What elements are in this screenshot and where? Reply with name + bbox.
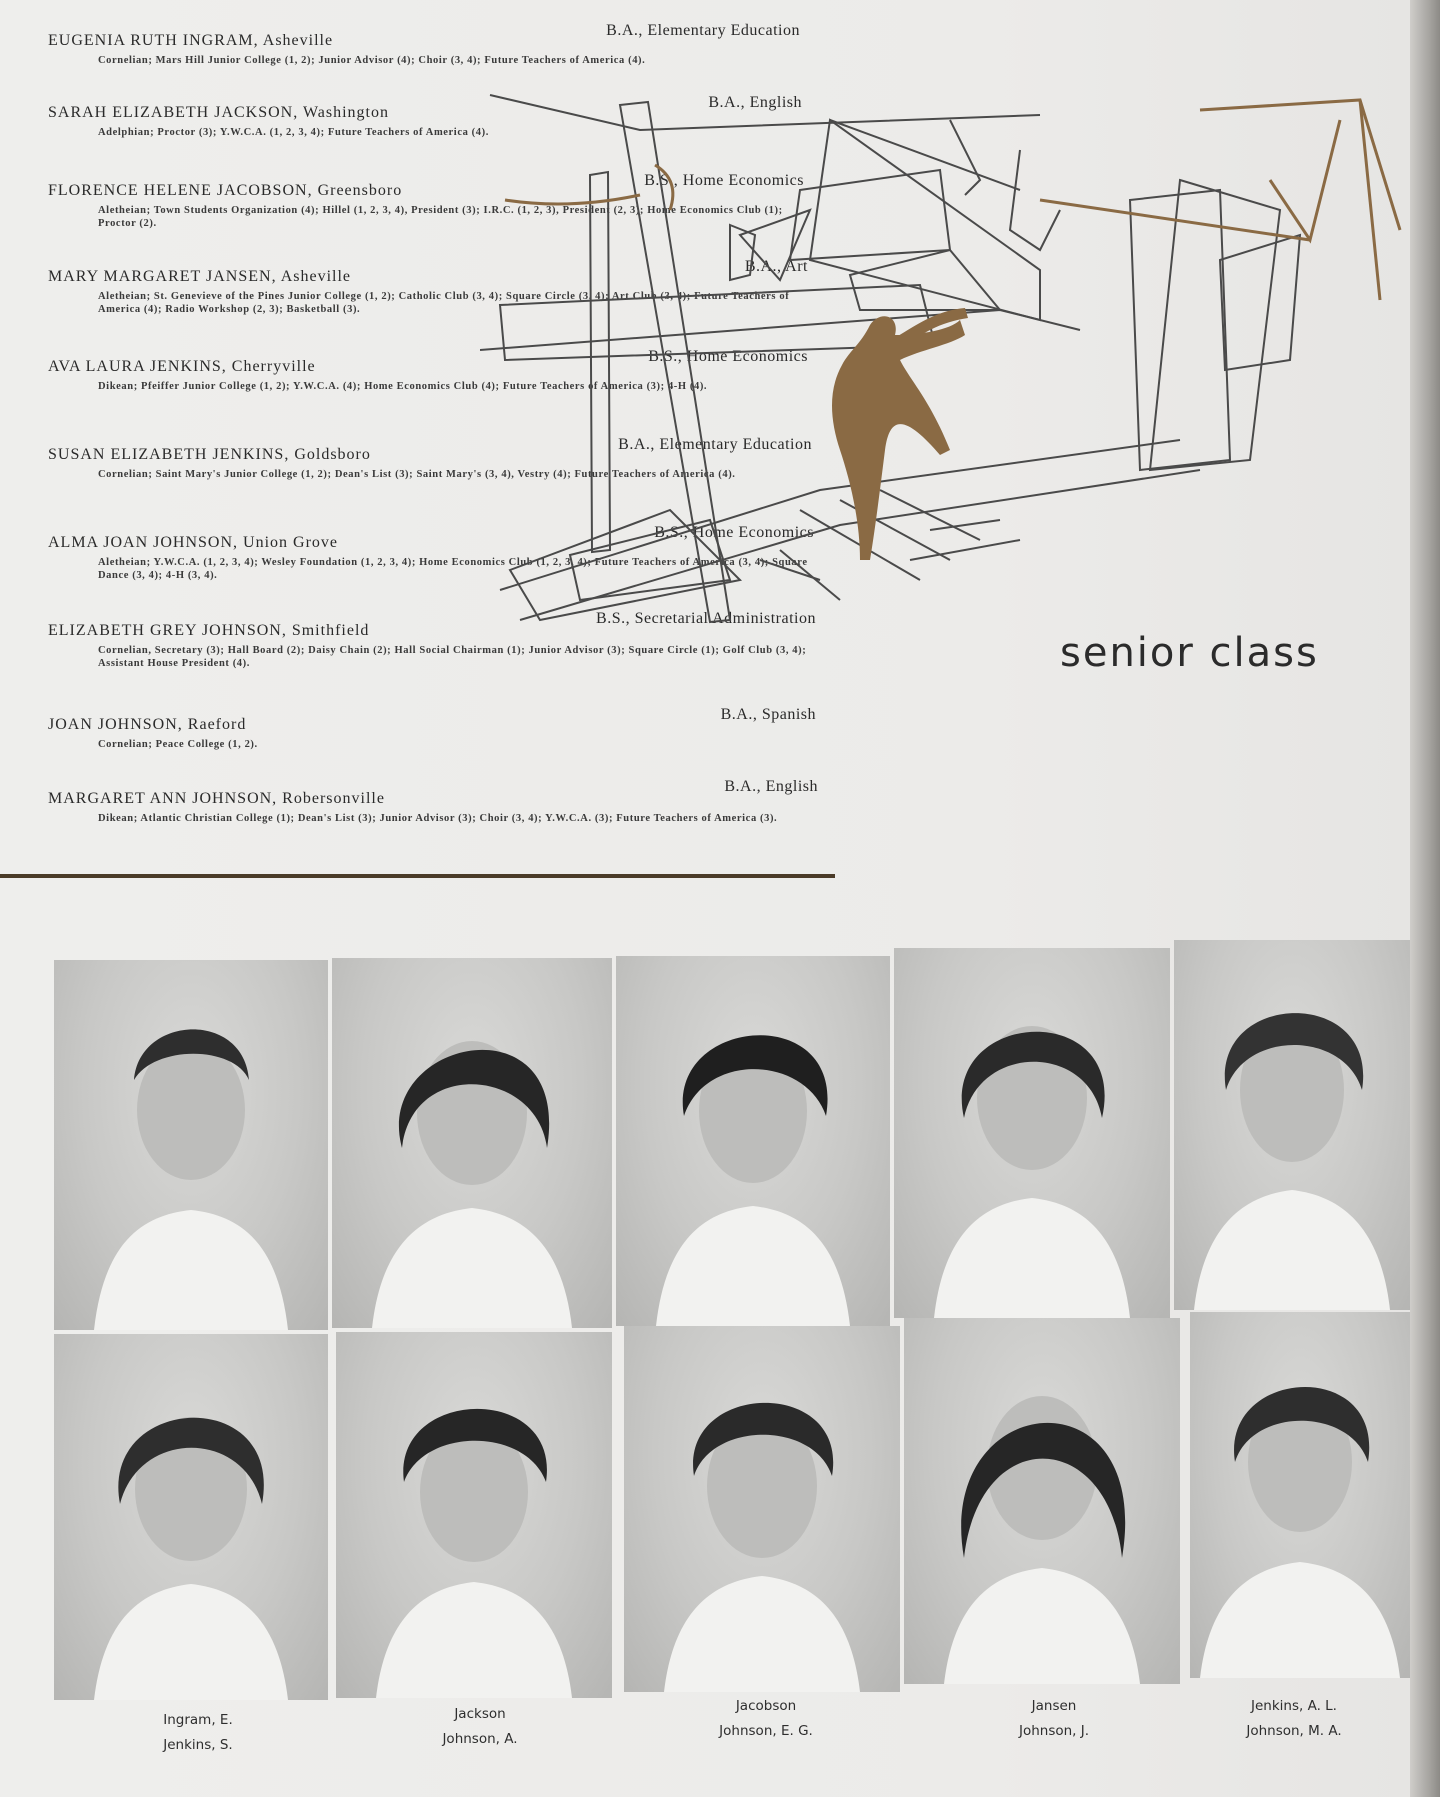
caption-column-3 bbox=[666, 1694, 866, 1744]
caption-column-1 bbox=[98, 1708, 298, 1758]
caption-column-5 bbox=[1194, 1694, 1394, 1744]
entry-activities: Adelphian; Proctor (3); Y.W.C.A. (1, 2, 3, 4); Future Teachers of America (4). bbox=[98, 127, 489, 138]
entry-name: FLORENCE HELENE JACOBSON, Greensboro bbox=[48, 182, 403, 199]
entry-activities: Cornelian; Saint Mary's Junior College (1, 2); Dean's List (3); Saint Mary's (3, 4), Vestry (4); Future Teachers of America (4). bbox=[98, 469, 736, 480]
entry-name: AVA LAURA JENKINS, Cherryville bbox=[48, 358, 316, 375]
portrait-photo bbox=[1190, 1312, 1410, 1678]
book-binding-edge bbox=[1410, 0, 1440, 1797]
portrait-photo bbox=[894, 948, 1170, 1318]
portrait-silhouette bbox=[894, 948, 1170, 1318]
entry-activities: Dikean; Pfeiffer Junior College (1, 2); Y.W.C.A. (4); Home Economics Club (4); Future Teachers of America (3); 4-H (4). bbox=[98, 381, 708, 392]
caption-top: Jacobson bbox=[735, 1698, 797, 1714]
portrait-silhouette bbox=[616, 956, 890, 1326]
entry-degree: B.S., Home Economics bbox=[648, 348, 808, 365]
modernist-illustration bbox=[480, 60, 1410, 660]
entry-degree: B.A., English bbox=[708, 94, 802, 111]
entry-name: SARAH ELIZABETH JACKSON, Washington bbox=[48, 104, 389, 121]
caption-bottom: Johnson, J. bbox=[1018, 1723, 1090, 1739]
entry-degree: B.A., Elementary Education bbox=[606, 22, 800, 39]
entry-activities: Aletheian; Town Students Organization (4); Hillel (1, 2, 3, 4), President (3); I.R.C. (1, 2, 3), President (2, 3); Home Economics Club (1); Proctor (2). bbox=[98, 205, 783, 229]
section-divider bbox=[0, 874, 835, 878]
section-title: senior class bbox=[1060, 630, 1319, 676]
entry-name: JOAN JOHNSON, Raeford bbox=[48, 716, 247, 733]
entry-degree: B.A., Elementary Education bbox=[618, 436, 812, 453]
portrait-silhouette bbox=[1190, 1312, 1410, 1678]
portrait-photo bbox=[904, 1318, 1180, 1684]
entry-activities: Aletheian; St. Genevieve of the Pines Junior College (1, 2); Catholic Club (3, 4); Square Circle (3, 4); Art Club (3, 4); Future Teachers of America (4); Radio Workshop (2, 3); Basketball (3). bbox=[98, 291, 790, 315]
portrait-silhouette bbox=[336, 1332, 612, 1698]
caption-column-2 bbox=[380, 1702, 580, 1752]
entry-degree: B.A., English bbox=[724, 778, 818, 795]
entry-degree: B.A., Art bbox=[744, 258, 808, 275]
portrait-silhouette bbox=[54, 1334, 328, 1700]
caption-column-4 bbox=[954, 1694, 1154, 1744]
entry-degree: B.S., Home Economics bbox=[654, 524, 814, 541]
entry-name: EUGENIA RUTH INGRAM, Asheville bbox=[48, 32, 334, 49]
entry-activities: Aletheian; Y.W.C.A. (1, 2, 3, 4); Wesley Foundation (1, 2, 3, 4); Home Economics Club (1, 2, 3, 4); Future Teachers of America (3, 4); Square Dance (3, 4); 4-H (3, 4). bbox=[98, 557, 808, 581]
entry-activities: Cornelian; Peace College (1, 2). bbox=[98, 739, 258, 750]
caption-bottom: Johnson, A. bbox=[442, 1731, 518, 1747]
caption-bottom: Johnson, E. G. bbox=[719, 1723, 813, 1739]
entry-name: ALMA JOAN JOHNSON, Union Grove bbox=[48, 534, 338, 551]
caption-top: Jenkins, A. L. bbox=[1251, 1698, 1337, 1714]
entry-activities: Dikean; Atlantic Christian College (1); Dean's List (3); Junior Advisor (3); Choir (3, 4); Y.W.C.A. (3); Future Teachers of America (3). bbox=[98, 813, 778, 824]
portrait-photo bbox=[332, 958, 612, 1328]
portrait-silhouette bbox=[904, 1318, 1180, 1684]
portrait-photo bbox=[54, 960, 328, 1330]
entry-activities: Cornelian; Mars Hill Junior College (1, 2); Junior Advisor (4); Choir (3, 4); Future Teachers of America (4). bbox=[98, 55, 646, 66]
portrait-silhouette bbox=[1174, 940, 1410, 1310]
entry-degree: B.S., Secretarial Administration bbox=[596, 610, 816, 627]
entry-degree: B.A., Spanish bbox=[720, 706, 816, 723]
entry-name: SUSAN ELIZABETH JENKINS, Goldsboro bbox=[48, 446, 371, 463]
entry-degree: B.S., Home Economics bbox=[644, 172, 804, 189]
portrait-photo bbox=[336, 1332, 612, 1698]
portrait-photo bbox=[624, 1326, 900, 1692]
entry-name: MARGARET ANN JOHNSON, Robersonville bbox=[48, 790, 385, 807]
portrait-silhouette bbox=[54, 960, 328, 1330]
portrait-photo bbox=[1174, 940, 1410, 1310]
caption-top: Jansen bbox=[1031, 1698, 1077, 1714]
portrait-photo bbox=[54, 1334, 328, 1700]
entry-name: ELIZABETH GREY JOHNSON, Smithfield bbox=[48, 622, 370, 639]
entry-name: MARY MARGARET JANSEN, Asheville bbox=[48, 268, 352, 285]
caption-top: Jackson bbox=[454, 1706, 506, 1722]
portrait-silhouette bbox=[332, 958, 612, 1328]
portrait-photo bbox=[616, 956, 890, 1326]
entry-activities: Cornelian, Secretary (3); Hall Board (2); Daisy Chain (2); Hall Social Chairman (1); Junior Advisor (3); Square Circle (1); Golf Club (3, 4); Assistant House President (4). bbox=[98, 645, 807, 669]
portrait-silhouette bbox=[624, 1326, 900, 1692]
caption-bottom: Jenkins, S. bbox=[163, 1737, 233, 1753]
caption-bottom: Johnson, M. A. bbox=[1246, 1723, 1342, 1739]
caption-top: Ingram, E. bbox=[163, 1712, 233, 1728]
